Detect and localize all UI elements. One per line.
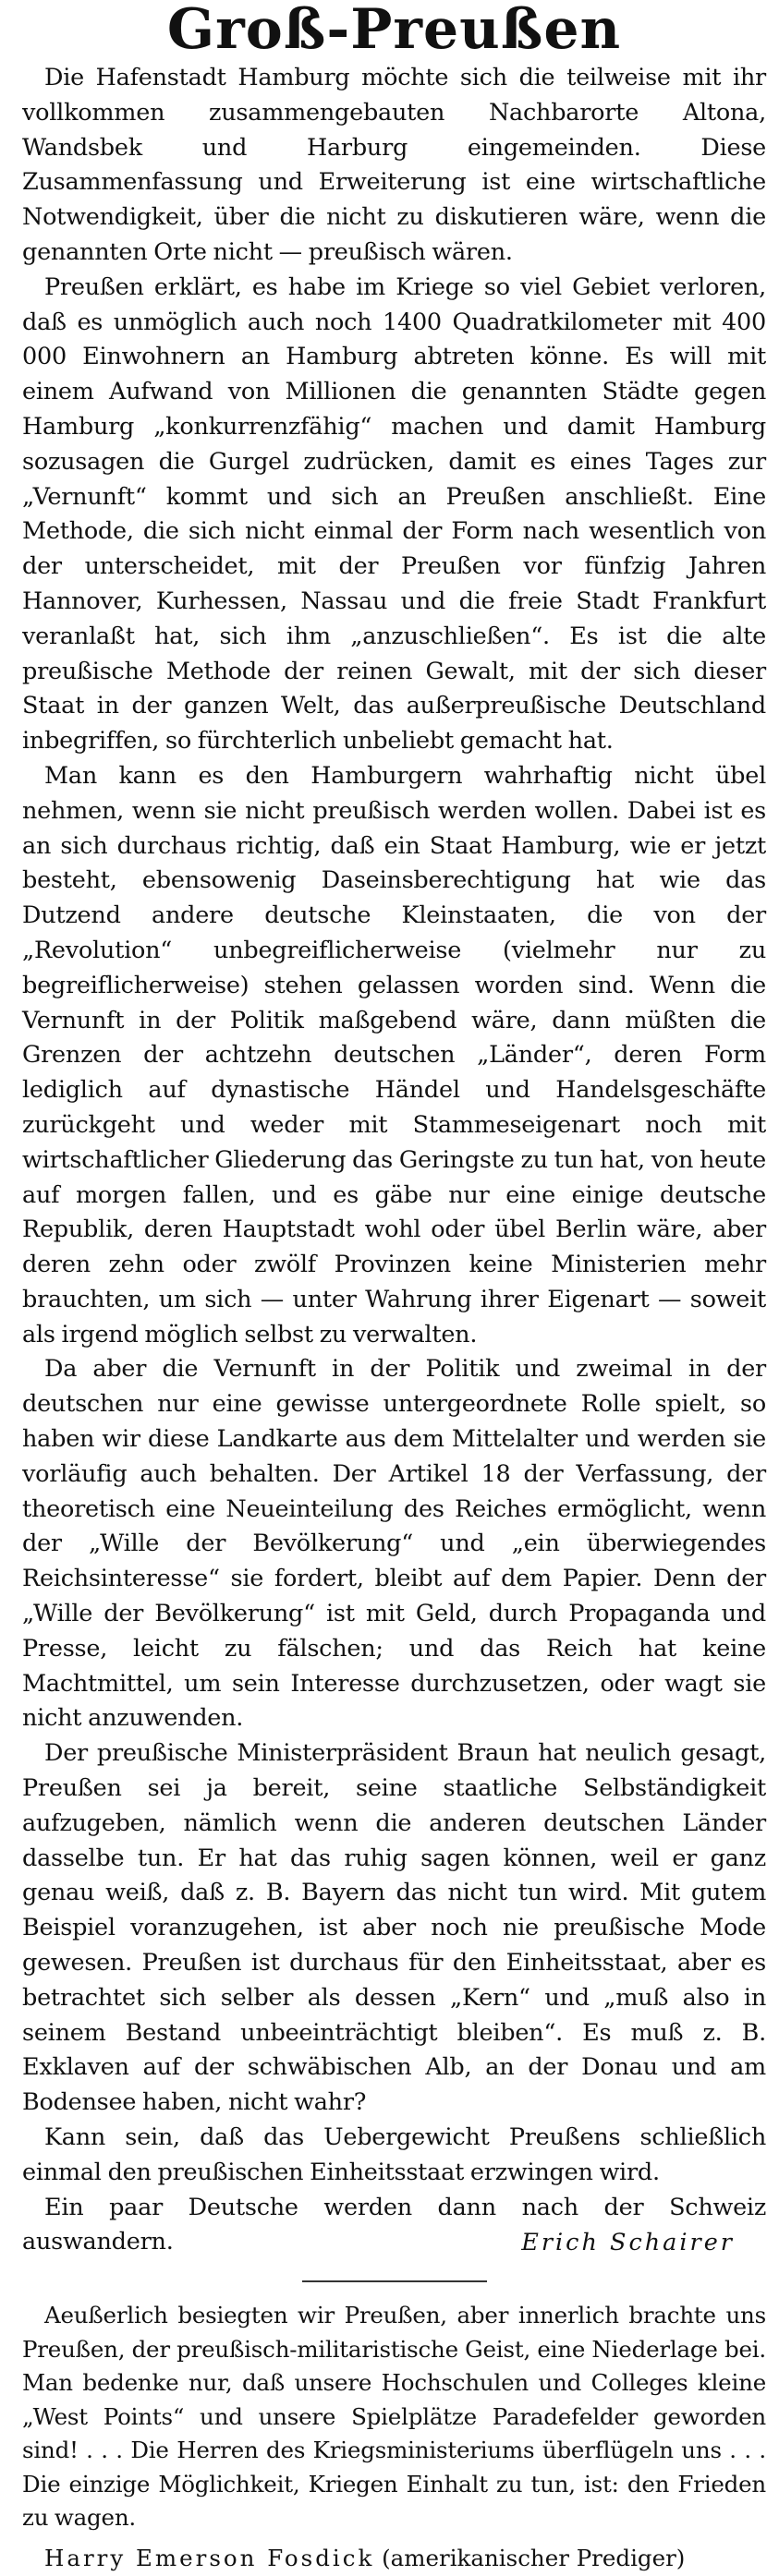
article-paragraph-6: Kann sein, daß das Uebergewicht Preußens schließlich einmal den preußischen Einheitsstaat erzwingen wird. [22, 2123, 766, 2186]
quote-author [44, 2541, 766, 2576]
article-body [22, 61, 766, 2260]
article-paragraph-5: Der preußische Ministerpräsident Braun hat neulich gesagt, Preußen sei ja bereit, seine staatliche Selbständigkeit aufzugeben, nämlich wenn die anderen deutschen Länder dasselbe tun. Er hat das ruhig sagen können, weil er ganz genau weiß, daß z. B. Bayern das nicht tun wird. Mit gutem Beispiel voranzugehen, ist aber noch nie preußische Mode gewesen. Preußen ist durchaus für den Einheitsstaat, aber es betrachtet sich selber als dessen „Kern“ und „muß also in seinem Bestand unbeeinträchtigt bleiben“. Es muß z. B. Exklaven auf der schwäbischen Alb, an der Donau und am Bodensee haben, nicht wahr? [22, 1739, 766, 2117]
quote-block [22, 2299, 766, 2576]
article-paragraph-4: Da aber die Vernunft in der Politik und zweimal in der deutschen nur eine gewisse untergeordnete Rolle spielt, so haben wir diese Landkarte aus dem Mittelalter und werden sie vorläufig auch behalten. Der Artikel 18 der Verfassung, der theoretisch eine Neueinteilung des Reiches ermöglicht, wenn der „Wille der Bevölkerung“ und „ein überwiegendes Reichsinteresse“ sie fordert, bleibt auf dem Papier. Denn der „Wille der Bevölkerung“ ist mit Geld, durch Propaganda und Presse, leicht zu fälschen; und das Reich hat keine Machtmittel, um sein Interesse durchzusetzen, oder wagt sie nicht anzuwenden. [22, 1355, 766, 1733]
section-divider [302, 2280, 487, 2282]
quote-text: Aeußerlich besiegten wir Preußen, aber innerlich brachte uns Preußen, der preußisch-militaristische Geist, eine Niederlage bei. Man bedenke nur, daß unsere Hochschulen und Colleges kleine „West Points“ und unsere Spielplätze Paradefelder geworden sind! . . . Die Herren des Kriegsministeriums überflügeln uns . . . Die einzige Möglichkeit, Kriegen Einhalt zu tun, ist: den Frieden zu wagen. [22, 2302, 766, 2532]
author-signature: Erich Schairer [521, 2229, 735, 2257]
article-paragraph-1: Die Hafenstadt Hamburg möchte sich die teilweise mit ihr vollkommen zusammengebauten Nachbarorte Altona, Wandsbek und Harburg eingemeinden. Diese Zusammenfassung und Erweiterung ist eine wirtschaftliche Notwendigkeit, über die nicht zu diskutieren wäre, wenn die genannten Orte nicht — preußisch wären. [22, 64, 766, 266]
headline: Groß-Preußen [166, 0, 622, 62]
article-paragraph-2: Preußen erklärt, es habe im Kriege so viel Gebiet verloren, daß es unmöglich auch noch 1400 Quadratkilometer mit 400 000 Einwohnern an Hamburg abtreten könne. Es will mit einem Aufwand von Millionen die genannten Städte gegen Hamburg „konkurrenzfähig“ machen und damit Hamburg sozusagen die Gurgel zudrücken, damit es eines Tages zur „Vernunft“ kommt und sich an Preußen anschließt. Eine Methode, die sich nicht einmal der Form nach wesentlich von der unterscheidet, mit der Preußen vor fünfzig Jahren Hannover, Kurhessen, Nassau und die freie Stadt Frankfurt veranlaßt hat, sich ihm „anzuschließen“. Es ist die alte preußische Methode der reinen Gewalt, mit der sich dieser Staat in der ganzen Welt, das außerpreußische Deutschland inbegriffen, so fürchterlich unbeliebt gemacht hat. [22, 272, 766, 756]
quote-author-name: Harry Emerson Fosdick [44, 2544, 375, 2571]
quote-author-role: (amerikanischer Prediger) [382, 2544, 686, 2571]
article-paragraph-3: Man kann es den Hamburgern wahrhaftig nicht übel nehmen, wenn sie nicht preußisch werden wollen. Dabei ist es an sich durchaus richtig, daß ein Staat Hamburg, wie er jetzt besteht, ebensowenig Daseinsberechtigung hat wie das Dutzend andere deutsche Kleinstaaten, die von der „Revolution“ unbegreiflicherweise (vielmehr nur zu begreiflicherweise) stehen gelassen worden sind. Wenn die Vernunft in der Politik maßgebend wäre, dann müßten die Grenzen der achtzehn deutschen „Länder“, deren Form lediglich auf dynastische Händel und Handelsgeschäfte zurückgeht und weder mit Stammeseigenart noch mit wirtschaftlicher Gliederung das Geringste zu tun hat, von heute auf morgen fallen, und es gäbe nur eine einige deutsche Republik, deren Hauptstadt wohl oder übel Berlin wäre, aber deren zehn oder zwölf Provinzen keine Ministerien mehr brauchten, um sich — unter Wahrung ihrer Eigenart — soweit als irgend möglich selbst zu verwalten. [22, 761, 767, 1348]
article-paragraph-7: Ein paar Deutsche werden dann nach der Schweiz auswandern. [22, 2193, 766, 2256]
